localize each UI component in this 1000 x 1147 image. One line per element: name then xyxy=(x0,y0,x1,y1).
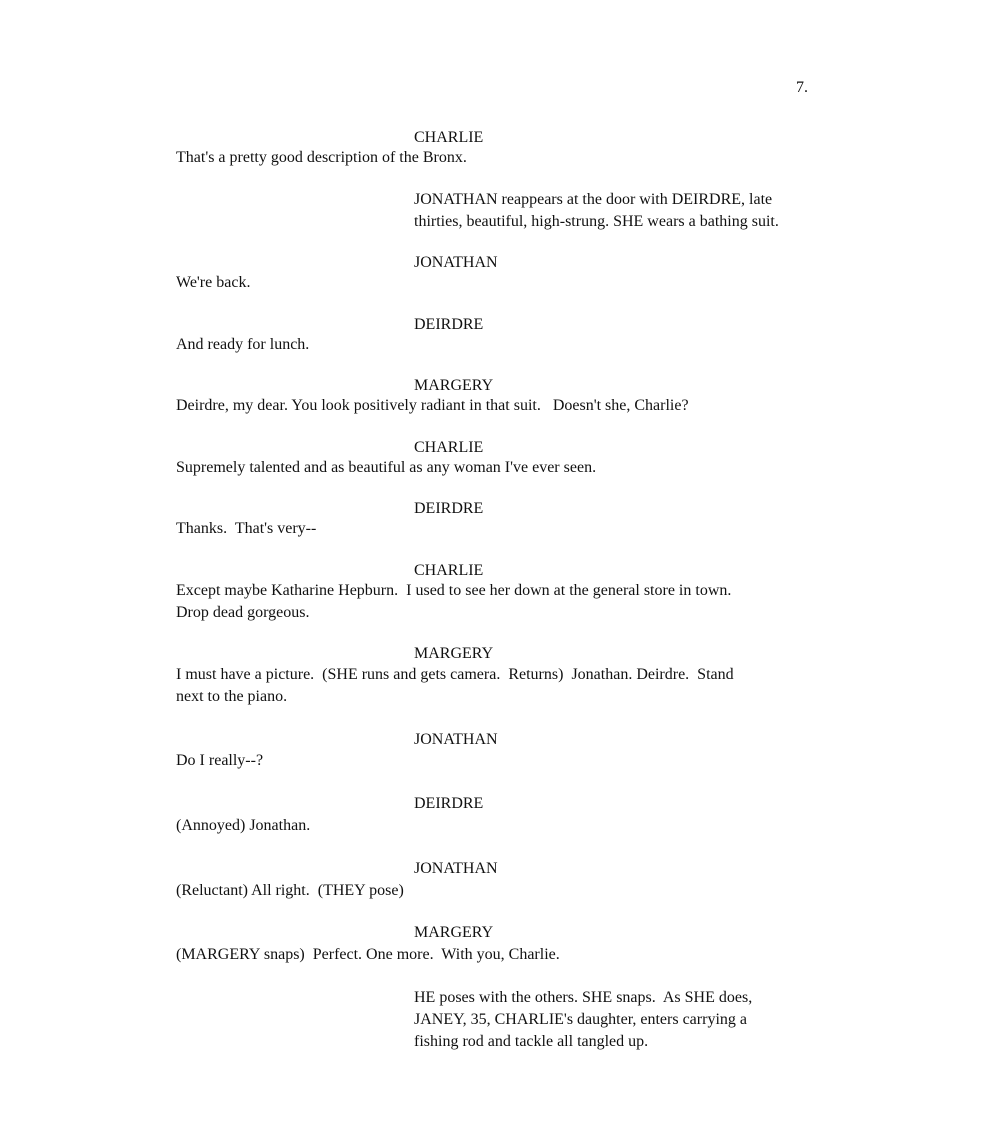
action-line: HE poses with the others. SHE snaps. As SHE does, xyxy=(414,989,753,1006)
dialogue-line: next to the piano. xyxy=(176,688,288,705)
character-cue: DEIRDRE xyxy=(414,795,484,812)
dialogue-line: Drop dead gorgeous. xyxy=(176,604,310,621)
action-line: JANEY, 35, CHARLIE's daughter, enters carrying a xyxy=(414,1011,747,1028)
character-cue: CHARLIE xyxy=(414,562,484,579)
dialogue: Supremely talented and as beautiful as any woman I've ever seen. xyxy=(176,459,597,476)
dialogue: Do I really--? xyxy=(176,752,264,769)
action-line: JONATHAN reappears at the door with DEIRDRE, late xyxy=(414,191,773,208)
action-line: fishing rod and tackle all tangled up. xyxy=(414,1033,649,1050)
dialogue: That's a pretty good description of the Bronx. xyxy=(176,149,467,166)
dialogue: And ready for lunch. xyxy=(176,336,310,353)
character-cue: DEIRDRE xyxy=(414,316,484,333)
character-cue: CHARLIE xyxy=(414,129,484,146)
dialogue: (Annoyed) Jonathan. xyxy=(176,817,311,834)
dialogue-line: I must have a picture. (SHE runs and gets camera. Returns) Jonathan. Deirdre. Stand xyxy=(176,666,734,683)
dialogue xyxy=(176,580,796,624)
action-block xyxy=(414,987,814,1053)
character-cue: MARGERY xyxy=(414,924,494,941)
action-line: thirties, beautiful, high-strung. SHE wears a bathing suit. xyxy=(414,213,779,230)
page-number: 7. xyxy=(796,79,808,96)
dialogue: Deirdre, my dear. You look positively radiant in that suit. Doesn't she, Charlie? xyxy=(176,397,689,414)
character-cue: CHARLIE xyxy=(414,439,484,456)
character-cue: JONATHAN xyxy=(414,731,498,748)
character-cue: MARGERY xyxy=(414,645,494,662)
dialogue xyxy=(176,664,796,708)
character-cue: MARGERY xyxy=(414,377,494,394)
character-cue: DEIRDRE xyxy=(414,500,484,517)
dialogue: We're back. xyxy=(176,274,251,291)
dialogue-line: Except maybe Katharine Hepburn. I used to see her down at the general store in town. xyxy=(176,582,732,599)
dialogue: (Reluctant) All right. (THEY pose) xyxy=(176,882,404,899)
character-cue: JONATHAN xyxy=(414,254,498,271)
dialogue: Thanks. That's very-- xyxy=(176,520,317,537)
action-block xyxy=(414,189,814,233)
dialogue: (MARGERY snaps) Perfect. One more. With you, Charlie. xyxy=(176,946,560,963)
character-cue: JONATHAN xyxy=(414,860,498,877)
